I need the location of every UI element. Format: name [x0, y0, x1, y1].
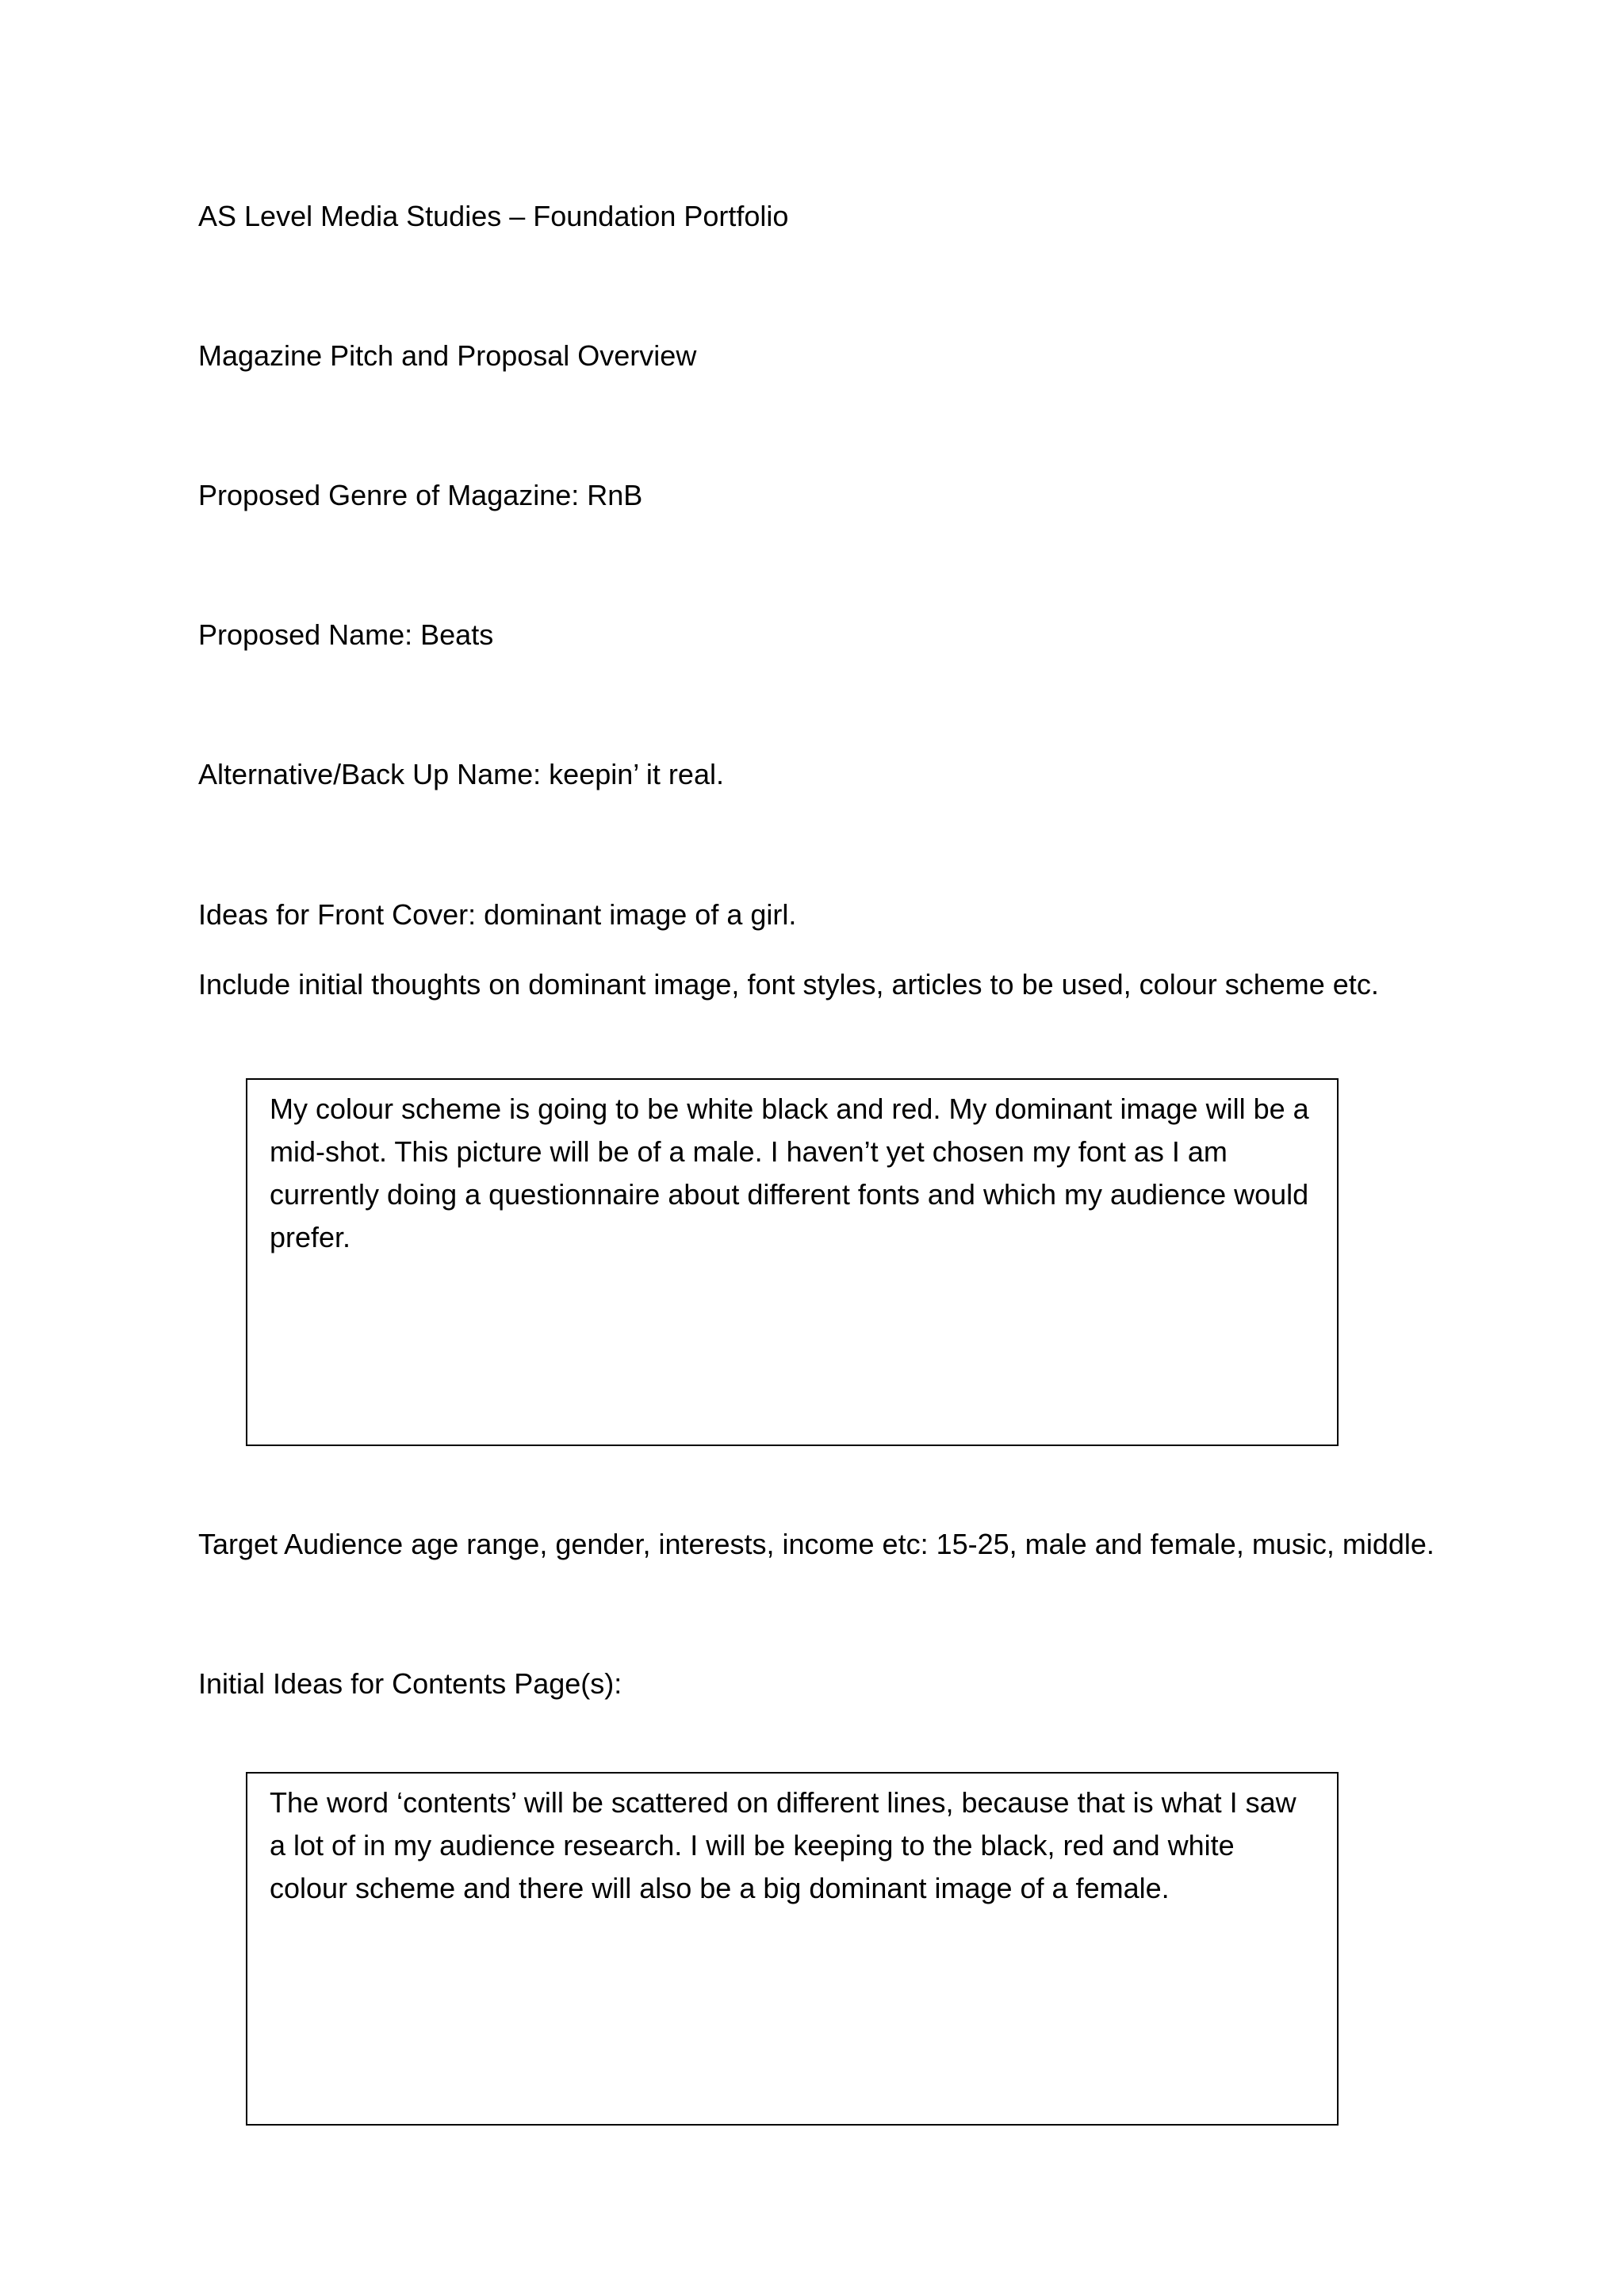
- front-cover-ideas: Ideas for Front Cover: dominant image of a girl.: [198, 898, 797, 931]
- document-header: AS Level Media Studies – Foundation Portfolio: [198, 200, 789, 232]
- front-cover-prompt: Include initial thoughts on dominant image, font styles, articles to be used, colour scheme etc.: [198, 968, 1379, 1001]
- proposed-genre: Proposed Genre of Magazine: RnB: [198, 479, 643, 511]
- contents-heading: Initial Ideas for Contents Page(s):: [198, 1667, 622, 1700]
- contents-answer-box: [246, 1772, 1339, 2126]
- alternative-name: Alternative/Back Up Name: keepin’ it real.: [198, 758, 724, 790]
- front-cover-answer-text: My colour scheme is going to be white black and red. My dominant image will be a mid-shot. This picture will be of a male. I haven’t yet chosen my font as I am currently doing a questionnaire about different fonts and which my audience would prefer.: [270, 1093, 1309, 1253]
- contents-answer-text: The word ‘contents’ will be scattered on different lines, because that is what I saw a lot of in my audience research. I will be keeping to the black, red and white colour scheme and there will also be a big dominant image of a female.: [270, 1786, 1297, 1904]
- proposed-name: Proposed Name: Beats: [198, 618, 494, 651]
- target-audience: Target Audience age range, gender, interests, income etc: 15-25, male and female, music, middle.: [198, 1528, 1434, 1560]
- document-subtitle: Magazine Pitch and Proposal Overview: [198, 339, 697, 372]
- front-cover-answer-box: [246, 1078, 1339, 1446]
